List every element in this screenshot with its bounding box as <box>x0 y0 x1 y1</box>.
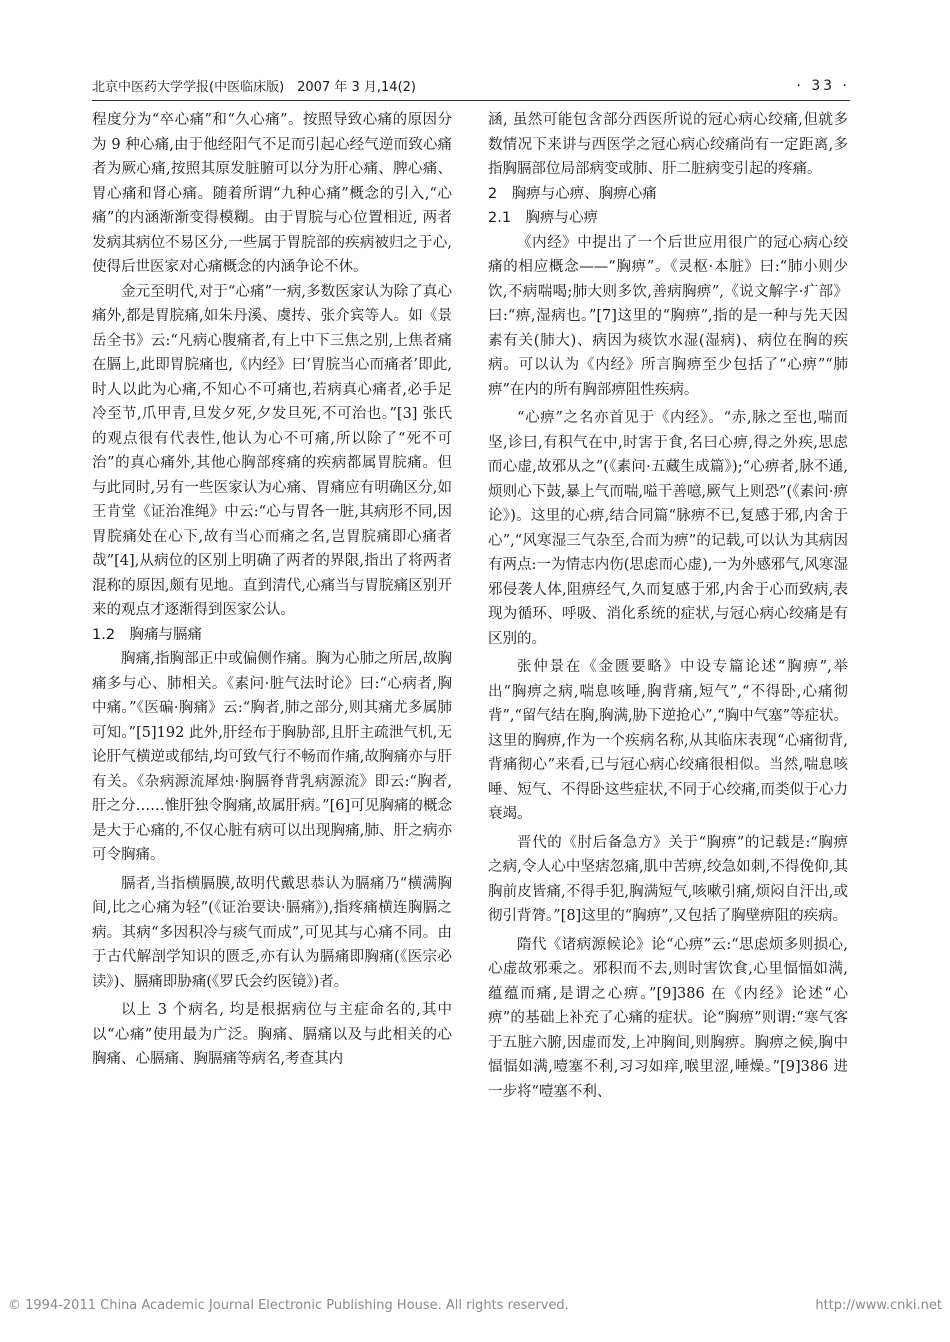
paragraph: 隋代《诸病源候论》论“心痹”云:“思虑烦多则损心,心虚故邪乘之。邪积而不去,则时害饮食,心里愊愊如满,蕴蕴而痛,是谓之心痹。”[9]386 在《内经》论述“心痹”的基础上补充了心痛的症状。论“胸痹”则谓:“寒气客于五脏六腑,因虚而发,上冲胸间,则胸痹。胸痹之候,胸中愊愊如满,噎塞不利,习习如痒,喉里涩,唾燥。”[9]386 进一步将“噎塞不利、 <box>488 936 848 1100</box>
paragraph: 张仲景在《金匮要略》中设专篇论述“胸痹”,举出“胸痹之病,喘息咳唾,胸背痛,短气”,“不得卧,心痛彻背”,“留气结在胸,胸满,胁下逆抢心”,“胸中气塞”等症状。这里的胸痹,作为一个疾病名称,从其临床表现“心痛彻背,背痛彻心”来看,已与冠心病心绞痛很相似。当然,喘息咳唾、短气、不得卧这些症状,不同于心绞痛,而类似于心力衰竭。 <box>488 659 848 822</box>
section-heading: 1.2 胸痛与膈痛 <box>92 626 203 643</box>
section-heading: 2 胸痹与心痹、胸痹心痛 <box>488 185 657 202</box>
paragraph: 胸痛,指胸部正中或偏侧作痛。胸为心肺之所居,故胸痛多与心、肺相关。《素问·脏气法时论》曰:“心病者,胸中痛。”《医碥·胸痛》云:“胸者,肺之部分,则其痛尤多属肺可知。”[5]192 此外,肝经布于胸胁部,且肝主疏泄气机,无论肝气横逆或郁结,均可致气行不畅而作痛,故胸痛亦与肝有关。《杂病源流犀烛·胸膈脊背乳病源流》即云:“胸者,肝之分……惟肝独令胸痛,故属肝病。”[6]可见胸痛的概念是大于心痛的,不仅心脏有病可以出现胸痛,肺、肝之病亦可令胸痛。 <box>92 651 452 863</box>
right-column <box>488 108 848 1104</box>
copyright-notice: © 1994-2011 China Academic Journal Electronic Publishing House. All rights reserved. <box>8 1298 569 1313</box>
paragraph: 金元至明代,对于“心痛”一病,多数医家认为除了真心痛外,都是胃脘痛,如朱丹溪、虞抟、张介宾等人。如《景岳全书》云:“凡病心腹痛者,有上中下三焦之别,上焦者痛在膈上,此即胃脘痛也,《内经》曰‘胃脘当心而痛者’即此,时人以此为心痛,不知心不可痛也,若病真心痛者,必手足冷至节,爪甲青,旦发夕死,夕发旦死,不可治也。”[3] 张氏的观点很有代表性,他认为心不可痛,所以除了“死不可治”的真心痛外,其他心胸部疼痛的疾病都属胃脘痛。但与此同时,另有一些医家认为心痛、胃痛应有明确区分,如王肯堂《证治准绳》中云:“心与胃各一脏,其病形不同,因胃脘痛处在心下,故有当心而痛之名,岂胃脘痛即心痛者哉”[4],从病位的区别上明确了两者的界限,指出了将两者混称的原因,颇有见地。直到清代,心痛当与胃脘痛区别开来的观点才逐渐得到医家公认。 <box>92 283 452 618</box>
page-number: · 33 · <box>796 78 850 94</box>
page-footer <box>8 1296 942 1316</box>
journal-citation: 北京中医药大学学报(中医临床版) 2007 年 3 月,14(2) <box>92 80 416 95</box>
paragraph: 膈者,当指横膈膜,故明代戴思恭认为膈痛乃“横满胸间,比之心痛为轻”(《证治要诀·膈痛》),指疼痛横连胸膈之病。其病“多因积冷与痰气而成”,可见其与心痛不同。由于古代解剖学知识的匮乏,亦有认为膈痛即胸痛(《医宗必读》)、膈痛即胁痛(《罗氏会约医镜》)者。 <box>92 875 452 990</box>
paragraph: 晋代的《肘后备急方》关于“胸痹”的记载是:“胸痹之病,令人心中坚痞忽痛,肌中苦痹,绞急如刺,不得俛仰,其胸前皮皆痛,不得手犯,胸满短气,咳嗽引痛,烦闷自汗出,或彻引背膂。”[8]这里的“胸痹”,又包括了胸壁痹阻的疾病。 <box>488 834 848 924</box>
footer-link[interactable]: http://www.cnki.net <box>815 1298 942 1313</box>
paragraph: 涵, 虽然可能包含部分西医所说的冠心病心绞痛,但就多数情况下来讲与西医学之冠心病心绞痛尚有一定距离,多指胸膈部位局部病变或肺、肝二脏病变引起的疼痛。 <box>488 112 848 177</box>
paragraph: 《内经》中提出了一个后世应用很广的冠心病心绞痛的相应概念——“胸痹”。《灵枢·本脏》曰:“肺小则少饮,不病喘喝;肺大则多饮,善病胸痹”,《说文解字·疒部》曰:“痹,湿病也。”[7]这里的“胸痹”,指的是一种与先天因素有关(肺大)、病因为痰饮水湿(湿病)、病位在胸的疾病。可以认为《内经》所言胸痹至少包括了“心痹”“肺痹”在内的所有胸部痹阻性疾病。 <box>488 234 848 398</box>
subsection-heading: 2.1 胸痹与心痹 <box>488 210 599 226</box>
paragraph: “心痹”之名亦首见于《内经》。“赤,脉之至也,喘而坚,诊曰,有积气在中,时害于食,名曰心痹,得之外疾,思虑而心虚,故邪从之”(《素问·五藏生成篇》);“心痹者,脉不通,烦则心下鼓,暴上气而喘,嗌干善噫,厥气上则恐”(《素问·痹论》)。这里的心痹,结合同篇“脉痹不已,复感于邪,内舍于心”,“风寒湿三气杂至,合而为痹”的记载,可以认为其病因有两点:一为情志内伤(思虑而心虚),一为外感邪气,风寒湿邪侵袭人体,阻痹经气,久而复感于邪,内舍于心而致病,表现为循环、呼吸、消化系统的症状,与冠心病心绞痛是有区别的。 <box>488 410 848 647</box>
paragraph: 程度分为“卒心痛”和“久心痛”。按照导致心痛的原因分为 9 种心痛,由于他经阳气不足而引起心经气逆而致心痛者为厥心痛,按照其原发脏腑可以分为肝心痛、脾心痛、胃心痛和肾心痛。随着所谓“九种心痛”概念的引入,“心痛”的内涵渐渐变得模糊。由于胃脘与心位置相近, 两者发病其病位不易区分,一些属于胃脘部的疾病被归之于心,使得后世医家对心痛概念的内涵争论不休。 <box>92 112 452 275</box>
paragraph: 以上 3 个病名, 均是根据病位与主症命名的,其中以“心痛”使用最为广泛。胸痛、膈痛以及与此相关的心胸痛、心膈痛、胸膈痛等病名,考查其内 <box>92 1002 452 1067</box>
running-header <box>92 76 850 100</box>
header-rule <box>92 100 850 101</box>
left-column <box>92 108 452 1072</box>
